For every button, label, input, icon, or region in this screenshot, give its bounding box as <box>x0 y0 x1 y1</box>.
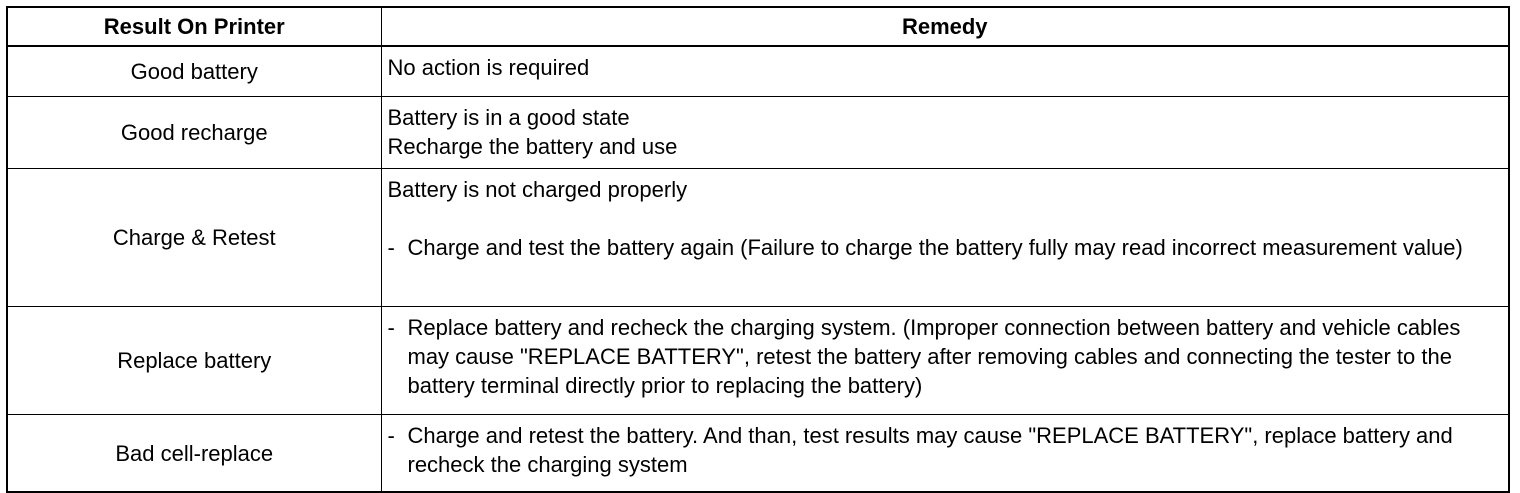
dash-bullet-icon: - <box>387 423 395 448</box>
remedy-cell <box>381 307 1509 415</box>
table-row <box>7 169 1509 307</box>
dash-bullet-icon: - <box>387 315 395 340</box>
header-remedy: Remedy <box>381 7 1509 46</box>
header-result-on-printer: Result On Printer <box>7 7 381 46</box>
table-row <box>7 97 1509 169</box>
remedy-cell <box>381 169 1509 307</box>
remedy-cell <box>381 415 1509 493</box>
remedy-line: No action is required <box>387 55 590 80</box>
remedy-cell <box>381 46 1509 97</box>
result-cell: Replace battery <box>7 307 381 415</box>
remedy-bullet-text: Charge and retest the battery. And than, test results may cause "REPLACE BATTERY", replace battery and recheck the charging system <box>407 423 1453 477</box>
result-cell: Charge & Retest <box>7 169 381 307</box>
table-header-row <box>7 7 1509 46</box>
result-cell: Bad cell-replace <box>7 415 381 493</box>
remedy-bullet-text: Charge and test the battery again (Failure to charge the battery fully may read incorrect measurement value) <box>407 235 1463 260</box>
result-cell: Good battery <box>7 46 381 97</box>
remedy-line: Battery is not charged properly <box>387 177 688 202</box>
table-row <box>7 46 1509 97</box>
table-row <box>7 415 1509 493</box>
remedy-bullet <box>388 421 1501 479</box>
blank-line-spacer <box>388 204 1501 233</box>
result-cell: Good recharge <box>7 97 381 169</box>
battery-test-remedy-table <box>6 6 1510 493</box>
remedy-cell <box>381 97 1509 169</box>
remedy-line: Battery is in a good state <box>387 105 630 130</box>
remedy-bullet <box>388 233 1501 262</box>
dash-bullet-icon: - <box>387 235 395 260</box>
remedy-line: Recharge the battery and use <box>387 134 678 159</box>
battery-test-remedy-table-container <box>6 6 1508 493</box>
table-row <box>7 307 1509 415</box>
remedy-bullet <box>388 313 1501 400</box>
remedy-bullet-text: Replace battery and recheck the charging system. (Improper connection between battery and vehicle cables may cause "REPLACE BATTERY", retest the battery after removing cables and connecting the tester to the battery terminal directly prior to replacing the battery) <box>407 315 1461 398</box>
